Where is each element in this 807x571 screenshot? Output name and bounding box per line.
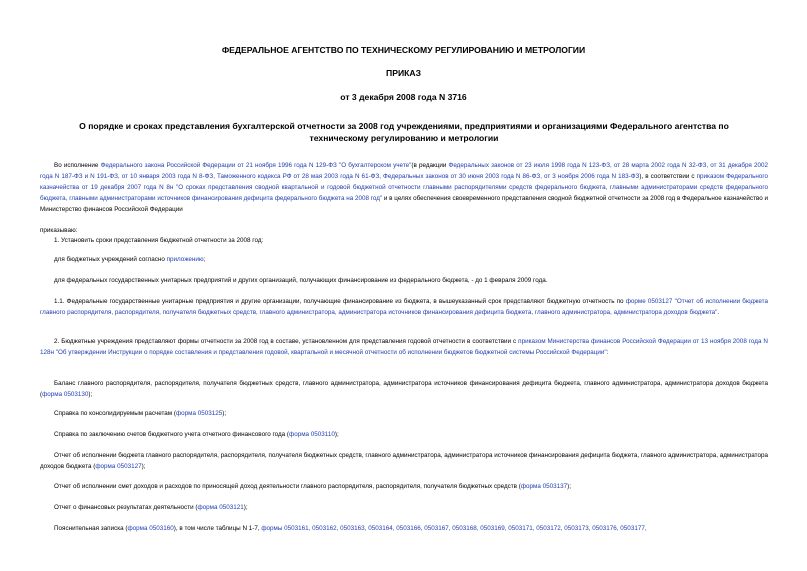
financial-end: ); (243, 504, 248, 511)
financial-text: Отчет о финансовых результатах деятельности ( (54, 504, 198, 511)
estimates-end: ); (567, 483, 571, 490)
appendix-link[interactable]: приложению (166, 256, 204, 263)
treasury-order-link[interactable]: приказом Федерального казначейства от 19 декабря 2007 года N 8н "О сроках представления сводной квартальной и годовой бюджетной отчетности главными распорядителями средств федерального бюджета, главными администраторами средств федерального бюджета, главными администраторами источников финансирования дефицита федерального бюджета на 2008 год" (40, 173, 768, 202)
preamble-paragraph (40, 160, 768, 215)
consolidated-end: ); (222, 410, 227, 417)
item-1-1-text: 1.1. Федеральные государственные унитарные предприятия и другие организации, получающие финансирование из бюджета, в вышеуказанный срок представляют бюджетную отчетность по (54, 298, 626, 305)
explanatory-text-2: ), в том числе таблицы N 1-7, (173, 525, 262, 532)
unitary-enterprises-line: для федеральных государственных унитарных предприятий и других организаций, получающих финансирование из федерального бюджета, - до 1 февраля 2009 года. (54, 277, 548, 284)
order-word: приказываю: (40, 227, 78, 234)
budget-line-end: ; (203, 256, 206, 263)
item-1-1-end: . (717, 309, 720, 316)
form-0503130-link[interactable]: форма 0503130 (42, 391, 89, 398)
item-2-end: : (606, 349, 609, 356)
item-1: 1. Установить сроки представления бюджетной отчетности за 2008 год: (54, 237, 264, 244)
item-1-1 (40, 296, 768, 318)
balance-text: Баланс главного распорядителя, распорядителя, получателя бюджетных средств, главного администратора, администратора источников финансирования дефицита бюджета, главного администратора, администратора доходов бюджета ( (40, 380, 768, 398)
financial-results-line (40, 502, 768, 513)
document-title: О порядке и сроках представления бухгалтерской отчетности за 2008 год учреждениями, предприятиями и организациями Федерального агентства по техническому регулированию и метрологии (79, 121, 729, 143)
explanatory-text-1: Пояснительная записка ( (54, 525, 128, 532)
doc-date-heading: от 3 декабря 2008 года N 3716 (340, 92, 467, 102)
closing-end: ); (334, 431, 339, 438)
law-129fz-link[interactable]: Федерального закона Российской Федерации от 21 ноября 1996 года N 129-ФЗ "О бухгалтерском учете" (100, 162, 412, 169)
federal-laws-link[interactable]: Федеральных законов от 23 июля 1998 года N 123-ФЗ, от 28 марта 2002 года N 32-ФЗ, от 31 декабря 2002 года N 187-ФЗ и N 191-ФЗ, от 10 января 2003 года N 8-ФЗ, Таможенного кодекса РФ от 28 мая 2003 года N 61-ФЗ, Федеральных законов от 30 июня 2003 года N 86-ФЗ, от 3 ноября 2006 года N 183-ФЗ (40, 162, 768, 180)
agency-heading: ФЕДЕРАЛЬНОЕ АГЕНТСТВО ПО ТЕХНИЧЕСКОМУ РЕГУЛИРОВАНИЮ И МЕТРОЛОГИИ (221, 45, 586, 55)
estimates-report-line (40, 481, 768, 492)
consolidated-text: Справка по консолидируемым расчетам ( (54, 410, 176, 417)
form-0503121-link[interactable]: форма 0503121 (197, 504, 244, 511)
form-0503110-link[interactable]: форма 0503110 (289, 431, 335, 438)
preamble-text-4: и в целях обеспечения своевременного представления сводной бюджетной отчетности за 2008 год в Федеральное казначейство и Министерство финансов Российской Федерации (40, 195, 769, 213)
explanatory-note-line (40, 523, 768, 534)
consolidated-line (40, 408, 768, 419)
preamble-text-3: ), в соответствии с (639, 173, 697, 180)
execution-report-line (40, 450, 768, 472)
item-2-text: 2. Бюджетные учреждения представляют формы отчетности за 2008 год в составе, установленном для представления годовой отчетности в соответствии с (54, 338, 519, 345)
minfin-order-link[interactable]: приказом Министерства финансов Российской Федерации от 13 ноября 2008 года N 128н "Об утверждении Инструкции о порядке составления и представления годовой, квартальной и месячной отчетности об исполнении бюджетов бюджетной системы Российской Федерации" (40, 338, 768, 356)
forms-list-link[interactable]: формы 0503161, 0503162, 0503163, 0503164, 0503166, 0503167, 0503168, 0503169, 0503171, 0503172, 0503173, 0503176, 0503177, (261, 525, 647, 532)
execution-end: ); (141, 463, 146, 470)
balance-line (40, 378, 768, 400)
form-0503137-link[interactable]: форма 0503137 (520, 483, 568, 490)
form-0503127-link[interactable]: форме 0503127 "Отчет об исполнении бюджета главного распорядителя, распорядителя, получателя бюджетных средств, главного администратора, администратора источников финансирования дефицита бюджета, главного администратора, администратора доходов бюджета" (40, 298, 768, 316)
form-0503160-link[interactable]: форма 0503160 (127, 525, 174, 532)
closing-text: Справка по заключению счетов бюджетного учета отчетного финансового года ( (54, 431, 290, 438)
balance-end: ); (88, 391, 93, 398)
doc-type-heading: ПРИКАЗ (386, 68, 421, 78)
execution-text: Отчет об исполнении бюджета главного распорядителя, распорядителя, получателя бюджетных средств, главного администратора, администратора источников финансирования дефицита бюджета, главного администратора, администратора доходов бюджета ( (40, 452, 768, 470)
preamble-text-2: (в редакции (411, 162, 449, 169)
budget-institutions-line (40, 254, 768, 265)
form-0503125-link[interactable]: форма 0503125 (175, 410, 223, 417)
form-0503127-link-2[interactable]: форма 0503127 (95, 463, 142, 470)
item-2 (40, 336, 768, 358)
closing-accounts-line (40, 429, 768, 440)
preamble-text-1: Во исполнение (54, 162, 101, 169)
budget-line-text: для бюджетных учреждений согласно (54, 256, 167, 263)
estimates-text: Отчет об исполнении смет доходов и расходов по приносящей доход деятельности главного распорядителя, распорядителя, получателя бюджетных средств ( (54, 483, 521, 490)
